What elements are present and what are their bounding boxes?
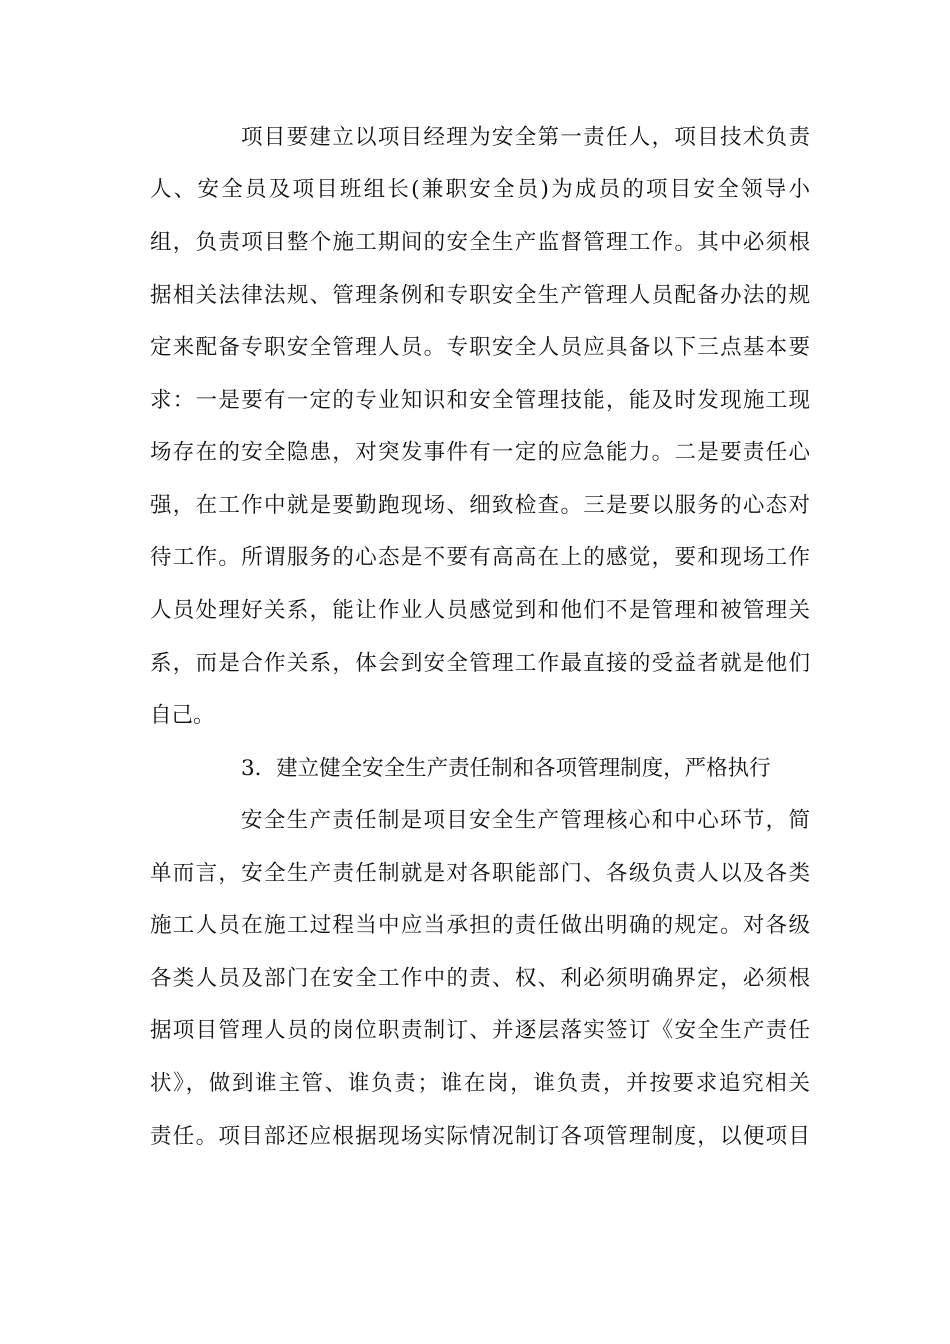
paragraph-1-line-9: 待工作。所谓服务的心态是不要有高高在上的感觉，要和现场工作 — [150, 545, 810, 570]
paragraph-2-line-6: 状》，做到谁主管、谁负责；谁在岗，谁负责，并按要求追究相关 — [150, 1071, 810, 1096]
paragraph-1-line-11: 系，而是合作关系，体会到安全管理工作最直接的受益者就是他们 — [150, 651, 810, 676]
paragraph-1-line-2: 人、安全员及项目班组长(兼职安全员)为成员的项目安全领导小 — [150, 177, 810, 202]
paragraph-1-line-5: 定来配备专职安全管理人员。专职安全人员应具备以下三点基本要 — [150, 335, 810, 360]
paragraph-1-line-6: 求：一是要有一定的专业知识和安全管理技能，能及时发现施工现 — [150, 388, 810, 413]
paragraph-1-line-10: 人员处理好关系，能让作业人员感觉到和他们不是管理和被管理关 — [150, 598, 810, 623]
section-heading-3: 3．建立健全安全生产责任制和各项管理制度，严格执行 — [241, 756, 771, 781]
paragraph-2-line-2: 单而言，安全生产责任制就是对各职能部门、各级负责人以及各类 — [150, 861, 810, 886]
paragraph-1-line-4: 据相关法律法规、管理条例和专职安全生产管理人员配备办法的规 — [150, 283, 810, 308]
paragraph-2-line-4: 各类人员及部门在安全工作中的责、权、利必须明确界定，必须根 — [150, 966, 810, 991]
paragraph-1-line-1: 项目要建立以项目经理为安全第一责任人，项目技术负责 — [241, 125, 810, 150]
paragraph-2-line-7: 责任。项目部还应根据现场实际情况制订各项管理制度，以便项目 — [150, 1124, 810, 1149]
paragraph-2-line-5: 据项目管理人员的岗位职责制订、并逐层落实签订《安全生产责任 — [150, 1018, 810, 1043]
paragraph-2-line-1: 安全生产责任制是项目安全生产管理核心和中心环节，简 — [241, 808, 810, 833]
paragraph-1-line-7: 场存在的安全隐患，对突发事件有一定的应急能力。二是要责任心 — [150, 440, 810, 465]
paragraph-1-line-3: 组，负责项目整个施工期间的安全生产监督管理工作。其中必须根 — [150, 230, 810, 255]
paragraph-2-line-3: 施工人员在施工过程当中应当承担的责任做出明确的规定。对各级 — [150, 913, 810, 938]
paragraph-1-line-12: 自己。 — [150, 703, 215, 728]
paragraph-1-line-8: 强，在工作中就是要勤跑现场、细致检查。三是要以服务的心态对 — [150, 493, 810, 518]
